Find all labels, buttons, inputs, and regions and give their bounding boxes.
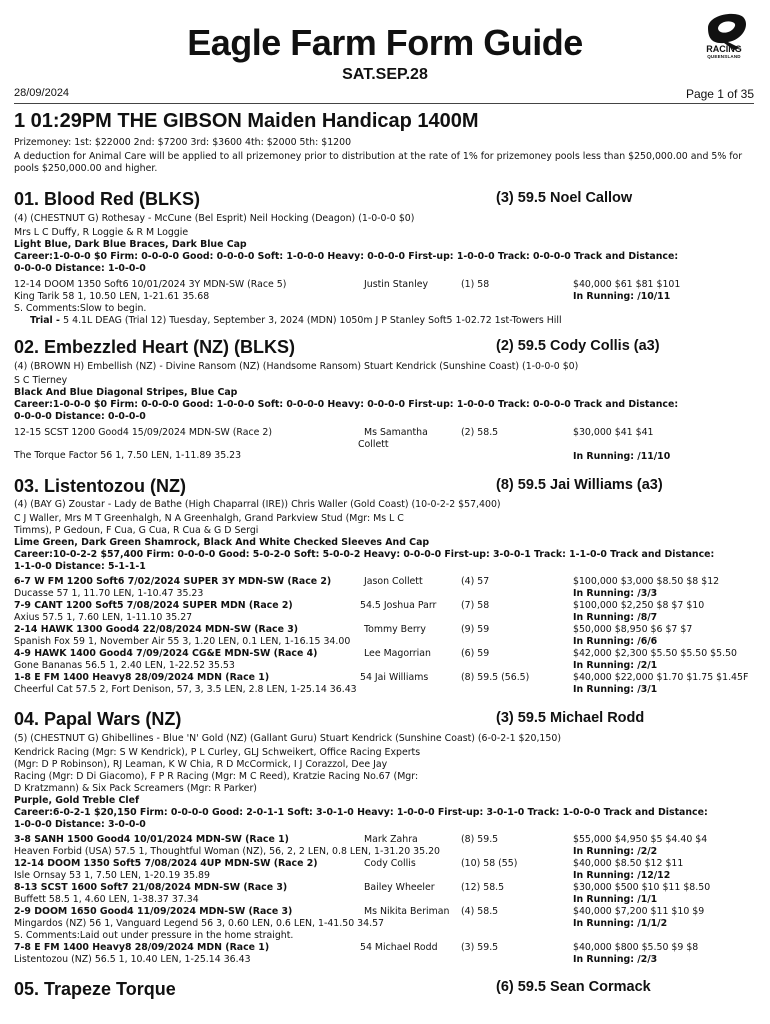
horse-career: Career:6-0-2-1 $20,150 Firm: 0-0-0-0 Good: 2-0-1-1 Soft: 3-0-1-0 Heavy: 1-0-0-0 First-up: 3-0-1-0 Track: 1-0-0-0 Track and Distance: — [14, 807, 708, 818]
run-in-running: In Running: /12/12 — [573, 870, 671, 881]
run-race: 1-8 E FM 1400 Heavy8 28/09/2024 MDN (Race 1) — [14, 672, 270, 683]
run-prize: $42,000 $2,300 $5.50 $5.50 $5.50 — [573, 648, 738, 659]
run-jockey: Ms Nikita Beriman — [364, 906, 450, 917]
run-prize: $100,000 $3,000 $8.50 $8 $12 — [573, 576, 720, 587]
run-race: 8-13 SCST 1600 Soft7 21/08/2024 MDN-SW (Race 3) — [14, 882, 288, 893]
run-prize: $40,000 $800 $5.50 $9 $8 — [573, 942, 699, 953]
horse-colours: Lime Green, Dark Green Shamrock, Black And White Checked Sleeves And Cap — [14, 537, 430, 548]
run-race: 12-15 SCST 1200 Good4 15/09/2024 MDN-SW (Race 2) — [14, 427, 272, 438]
run-race: 3-8 SANH 1500 Good4 10/01/2024 MDN-SW (Race 1) — [14, 834, 289, 845]
run-detail: Gone Bananas 56.5 1, 2.40 LEN, 1-22.52 35.53 — [14, 660, 235, 671]
horse-owners-cont: Racing (Mgr: D Di Giacomo), F P R Racing (Mgr: M C Reed), Kratzie Racing No.67 (Mgr: — [14, 771, 419, 782]
horse-owners: C J Waller, Mrs M T Greenhalgh, N A Greenhalgh, Grand Parkview Stud (Mgr: Ms L C — [14, 513, 404, 524]
run-race: 7-8 E FM 1400 Heavy8 28/09/2024 MDN (Race 1) — [14, 942, 270, 953]
run-weight: (1) 58 — [461, 279, 490, 290]
run-detail: Ducasse 57 1, 11.70 LEN, 1-10.47 35.23 — [14, 588, 204, 599]
horse-barrier-jockey: (3) 59.5 Michael Rodd — [496, 710, 645, 726]
page-subtitle: SAT.SEP.28 — [342, 66, 428, 83]
horse-owners: S C Tierney — [14, 375, 68, 386]
horse-breeding: (4) (CHESTNUT G) Rothesay - McCune (Bel Esprit) Neil Hocking (Deagon) (1-0-0-0 $0) — [14, 213, 415, 224]
run-weight: (3) 59.5 — [461, 942, 499, 953]
run-in-running: In Running: /3/1 — [573, 684, 658, 695]
run-jockey: Cody Collis — [364, 858, 416, 869]
run-prize: $30,000 $500 $10 $11 $8.50 — [573, 882, 711, 893]
run-prize: $50,000 $8,950 $6 $7 $7 — [573, 624, 693, 635]
horse-trial — [30, 315, 562, 326]
horse-career: Career:1-0-0-0 $0 Firm: 0-0-0-0 Good: 0-0-0-0 Soft: 1-0-0-0 Heavy: 0-0-0-0 First-up: 1-0-0-0 Track: 0-0-0-0 Track and Distance: — [14, 251, 679, 262]
run-prize: $40,000 $8.50 $12 $11 — [573, 858, 684, 869]
run-in-running: In Running: /2/3 — [573, 954, 658, 965]
logo-text: RACING — [706, 44, 742, 54]
run-jockey: 54 Jai Williams — [360, 672, 429, 683]
run-in-running: In Running: /8/7 — [573, 612, 658, 623]
run-race: 12-14 DOOM 1350 Soft6 10/01/2024 3Y MDN-SW (Race 5) — [14, 279, 287, 290]
horse-owners-cont: (Mgr: D P Robinson), RJ Leaman, K W Chia, R D McCormick, I J Corazzol, Dee Jay — [14, 759, 388, 770]
horse-name: 03. Listentozou (NZ) — [14, 476, 186, 496]
run-in-running: In Running: /6/6 — [573, 636, 658, 647]
horse-name: 01. Blood Red (BLKS) — [14, 189, 201, 209]
run-detail: Mingardos (NZ) 56 1, Vanguard Legend 56 3, 0.60 LEN, 0.6 LEN, 1-41.50 34.57 — [14, 918, 385, 929]
logo-subtext: QUEENSLAND — [707, 54, 741, 59]
run-jockey: Lee Magorrian — [364, 648, 431, 659]
horse-name: 02. Embezzled Heart (NZ) (BLKS) — [14, 337, 296, 357]
run-detail: Spanish Fox 59 1, November Air 55 3, 1.20 LEN, 0.1 LEN, 1-16.15 34.00 — [14, 636, 351, 647]
run-weight: (8) 59.5 (56.5) — [461, 672, 530, 683]
run-race: 2-9 DOOM 1650 Good4 11/09/2024 MDN-SW (Race 3) — [14, 906, 293, 917]
run-prize: $40,000 $22,000 $1.70 $1.75 $1.45F — [573, 672, 749, 683]
run-detail: King Tarik 58 1, 10.50 LEN, 1-21.61 35.68 — [14, 291, 210, 302]
run-race: 6-7 W FM 1200 Soft6 7/02/2024 SUPER 3Y MDN-SW (Race 2) — [14, 576, 332, 587]
race-heading: 1 01:29PM THE GIBSON Maiden Handicap 1400M — [14, 110, 479, 132]
horse-barrier-jockey: (8) 59.5 Jai Williams (a3) — [496, 477, 663, 493]
horse-career-cont: 1-0-0-0 Distance: 3-0-0-0 — [14, 819, 146, 830]
horse-owners-cont: Timms), P Gedoun, F Cua, G Cua, R Cua & G D Sergi — [14, 525, 259, 536]
run-detail: Cheerful Cat 57.5 2, Fort Denison, 57, 3, 3.5 LEN, 2.8 LEN, 1-25.14 36.43 — [14, 684, 357, 695]
horse-comment: S. Comments:Slow to begin. — [14, 303, 147, 314]
race-note: A deduction for Animal Care will be applied to all prizemoney prior to distribution at the rate of 1% for prizemoney pools less than $250,000.00 and 5% for pools $250,000.00 and higher. — [14, 151, 743, 174]
horse-name: 04. Papal Wars (NZ) — [14, 709, 182, 729]
page-number: Page 1 of 35 — [685, 87, 754, 101]
run-jockey: 54 Michael Rodd — [360, 942, 438, 953]
run-jockey: 54.5 Joshua Parr — [360, 600, 437, 611]
run-jockey: Ms Samantha — [364, 427, 428, 438]
print-date: 28/09/2024 — [14, 87, 70, 99]
run-jockey: Mark Zahra — [364, 834, 418, 845]
horse-breeding: (4) (BAY G) Zoustar - Lady de Bathe (High Chaparral (IRE)) Chris Waller (Gold Coast) (10-0-2-2 $57,400) — [14, 499, 501, 510]
horse-career: Career:10-0-2-2 $57,400 Firm: 0-0-0-0 Good: 5-0-2-0 Soft: 5-0-0-2 Heavy: 0-0-0-0 First-up: 3-0-0-1 Track: 1-1-0-0 Track and Distance: — [14, 549, 715, 560]
run-jockey: Jason Collett — [364, 576, 423, 587]
run-race: 12-14 DOOM 1350 Soft5 7/08/2024 4UP MDN-SW (Race 2) — [14, 858, 318, 869]
run-prize: $30,000 $41 $41 — [573, 427, 654, 438]
horse-breeding: (5) (CHESTNUT G) Ghibellines - Blue 'N' Gold (NZ) (Gallant Guru) Stuart Kendrick (Sunshine Coast) (6-0-2-1 $20,150) — [14, 733, 561, 744]
horse-career-cont: 0-0-0-0 Distance: 1-0-0-0 — [14, 263, 146, 274]
run-jockey: Bailey Wheeler — [364, 882, 435, 893]
run-weight: (4) 58.5 — [461, 906, 499, 917]
horse-colours: Black And Blue Diagonal Stripes, Blue Cap — [14, 387, 238, 398]
horse-career-cont: 0-0-0-0 Distance: 0-0-0-0 — [14, 411, 146, 422]
run-in-running: In Running: /2/2 — [573, 846, 658, 857]
horse-owners: Kendrick Racing (Mgr: S W Kendrick), P L Curley, GLJ Schweikert, Office Racing Experts — [14, 747, 421, 758]
run-detail: Buffett 58.5 1, 4.60 LEN, 1-38.37 37.34 — [14, 894, 199, 905]
run-weight: (9) 59 — [461, 624, 490, 635]
trial-text: 5 4.1L DEAG (Trial 12) Tuesday, September 3, 2024 (MDN) 1050m J P Stanley Soft5 1-02.72 1st-Towers Hill — [63, 315, 562, 326]
run-race: 4-9 HAWK 1400 Good4 7/09/2024 CG&E MDN-SW (Race 4) — [14, 648, 318, 659]
run-in-running: In Running: /10/11 — [573, 291, 671, 302]
run-prize: $40,000 $61 $81 $101 — [573, 279, 681, 290]
horse-colours: Light Blue, Dark Blue Braces, Dark Blue Cap — [14, 239, 247, 250]
page-title: Eagle Farm Form Guide — [187, 22, 583, 63]
run-weight: (6) 59 — [461, 648, 490, 659]
run-jockey: Justin Stanley — [364, 279, 429, 290]
horse-colours: Purple, Gold Treble Clef — [14, 795, 140, 806]
run-weight: (10) 58 (55) — [461, 858, 518, 869]
horse-barrier-jockey: (2) 59.5 Cody Collis (a3) — [496, 338, 660, 354]
run-weight: (12) 58.5 — [461, 882, 505, 893]
horse-name: 05. Trapeze Torque — [14, 979, 176, 999]
run-weight: (7) 58 — [461, 600, 490, 611]
horse-owners-cont: D Kratzmann) & Six Pack Screamers (Mgr: R Parker) — [14, 783, 257, 794]
header-divider — [14, 103, 754, 104]
run-in-running: In Running: /1/1 — [573, 894, 658, 905]
run-detail: The Torque Factor 56 1, 7.50 LEN, 1-11.89 35.23 — [14, 450, 242, 461]
run-weight: (8) 59.5 — [461, 834, 499, 845]
run-jockey-cont: Collett — [358, 439, 389, 450]
run-detail: Isle Ornsay 53 1, 7.50 LEN, 1-20.19 35.89 — [14, 870, 210, 881]
horse-barrier-jockey: (6) 59.5 Sean Cormack — [496, 979, 651, 995]
horse-barrier-jockey: (3) 59.5 Noel Callow — [496, 190, 633, 206]
horse-breeding: (4) (BROWN H) Embellish (NZ) - Divine Ransom (NZ) (Handsome Ransom) Stuart Kendrick (Sunshine Coast) (1-0-0-0 $0) — [14, 361, 579, 372]
run-in-running: In Running: /1/1/2 — [573, 918, 668, 929]
horse-owners: Mrs L C Duffy, R Loggie & R M Loggie — [14, 227, 189, 238]
run-in-running: In Running: /11/10 — [573, 451, 671, 462]
horse-career: Career:1-0-0-0 $0 Firm: 0-0-0-0 Good: 1-0-0-0 Soft: 0-0-0-0 Heavy: 0-0-0-0 First-up: 1-0-0-0 Track: 0-0-0-0 Track and Distance: — [14, 399, 679, 410]
run-detail: Axius 57.5 1, 7.60 LEN, 1-11.10 35.27 — [14, 612, 193, 623]
horse-career-cont: 1-1-0-0 Distance: 5-1-1-1 — [14, 561, 146, 572]
run-in-running: In Running: /2/1 — [573, 660, 658, 671]
run-weight: (4) 57 — [461, 576, 490, 587]
run-prize: $55,000 $4,950 $5 $4.40 $4 — [573, 834, 708, 845]
run-race: 7-9 CANT 1200 Soft5 7/08/2024 SUPER MDN (Race 2) — [14, 600, 293, 611]
run-detail: Heaven Forbid (USA) 57.5 1, Thoughtful Woman (NZ), 56, 2, 2 LEN, 0.8 LEN, 1-31.20 35.20 — [14, 846, 441, 857]
run-jockey: Tommy Berry — [364, 624, 426, 635]
race-prizemoney: Prizemoney: 1st: $22000 2nd: $7200 3rd: $3600 4th: $2000 5th: $1200 — [14, 137, 352, 148]
run-race: 2-14 HAWK 1300 Good4 22/08/2024 MDN-SW (Race 3) — [14, 624, 299, 635]
run-in-running: In Running: /3/3 — [573, 588, 658, 599]
horse-comment: S. Comments:Laid out under pressure in the home straight. — [14, 930, 294, 941]
trial-label: Trial - — [30, 315, 64, 326]
run-prize: $40,000 $7,200 $11 $10 $9 — [573, 906, 705, 917]
run-detail: Listentozou (NZ) 56.5 1, 10.40 LEN, 1-25.14 36.43 — [14, 954, 251, 965]
run-prize: $100,000 $2,250 $8 $7 $10 — [573, 600, 705, 611]
run-weight: (2) 58.5 — [461, 427, 499, 438]
